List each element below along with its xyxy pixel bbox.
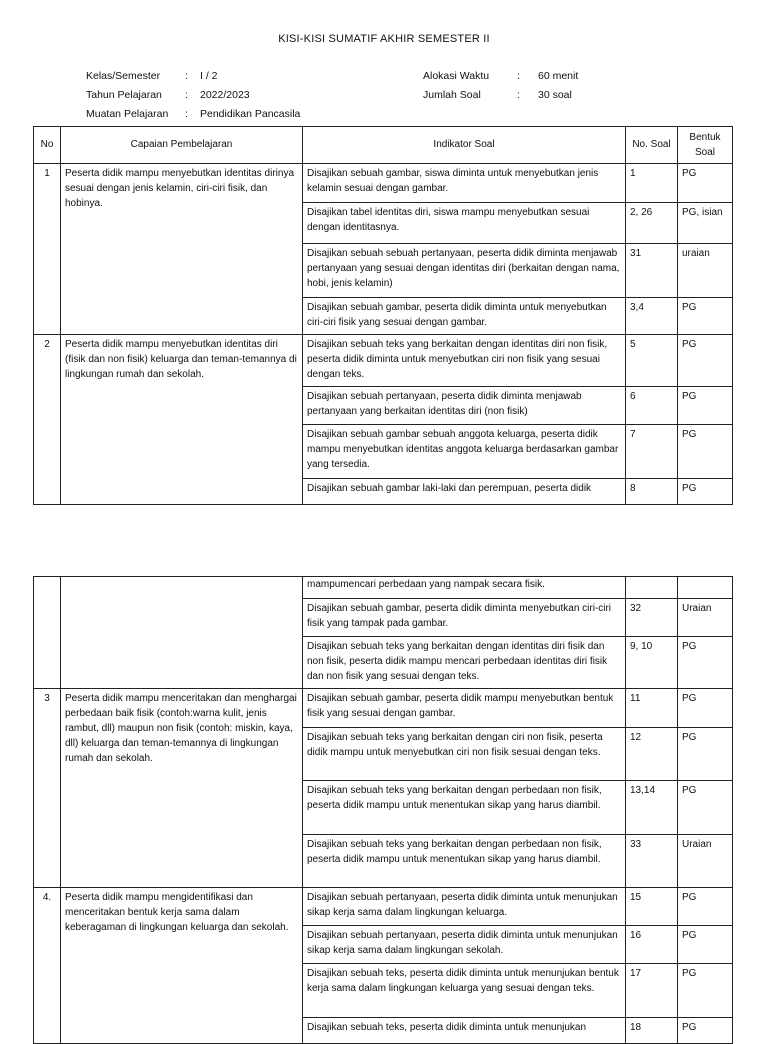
cell-no-soal: 33	[626, 835, 678, 888]
table-row	[34, 888, 733, 926]
cell-bentuk-soal: PG	[678, 425, 733, 479]
cell-indikator: Disajikan sebuah sebuah pertanyaan, peserta didik diminta menjawab pertanyaan yang sesuai dengan identitas diri (berkaitan dengan nama, hobi, jenis kelamin)	[303, 244, 626, 298]
cell-no-soal: 32	[626, 599, 678, 637]
cell-bentuk-soal	[678, 577, 733, 599]
meta-label-alokasi: Alokasi Waktu	[423, 70, 490, 82]
cell-no-soal: 6	[626, 387, 678, 425]
cell-bentuk-soal: PG	[678, 637, 733, 689]
meta-label-muatan: Muatan Pelajaran	[86, 108, 169, 120]
meta-sep-muatan: :	[185, 108, 188, 120]
cell-no: 3	[34, 689, 61, 888]
header-no: No	[34, 127, 61, 164]
header-capaian: Capaian Pembelajaran	[61, 127, 303, 164]
cell-bentuk-soal: PG	[678, 781, 733, 835]
cell-no-soal: 1	[626, 164, 678, 203]
cell-no	[34, 577, 61, 689]
meta-label-tahun: Tahun Pelajaran	[86, 89, 162, 101]
cell-capaian: Peserta didik mampu menyebutkan identitas diri (fisik dan non fisik) keluarga dan teman-temannya di lingkungan rumah dan sekolah.	[61, 335, 303, 505]
cell-bentuk-soal: PG	[678, 479, 733, 505]
cell-indikator: Disajikan sebuah gambar sebuah anggota keluarga, peserta didik mampu menyebutkan identitas anggota keluarga berdasarkan gambar yang tersedia.	[303, 425, 626, 479]
cell-bentuk-soal: PG	[678, 689, 733, 728]
cell-indikator: Disajikan sebuah gambar, peserta didik diminta untuk menyebutkan ciri-ciri fisik yang sesuai dengan gambar.	[303, 298, 626, 335]
cell-no-soal: 3,4	[626, 298, 678, 335]
cell-bentuk-soal: PG	[678, 164, 733, 203]
cell-indikator: Disajikan tabel identitas diri, siswa mampu menyebutkan sesuai dengan identitasnya.	[303, 203, 626, 244]
cell-bentuk-soal: PG	[678, 335, 733, 387]
meta-value-jumlah: 30 soal	[538, 89, 572, 101]
document-page-2	[0, 556, 768, 1033]
cell-indikator: Disajikan sebuah gambar laki-laki dan perempuan, peserta didik	[303, 479, 626, 505]
meta-value-muatan: Pendidikan Pancasila	[200, 108, 301, 120]
cell-bentuk-soal: PG	[678, 964, 733, 1018]
cell-bentuk-soal: Uraian	[678, 599, 733, 637]
cell-no-soal: 31	[626, 244, 678, 298]
cell-indikator: Disajikan sebuah pertanyaan, peserta didik diminta untuk menunjukan sikap kerja sama dalam lingkungan keluarga.	[303, 888, 626, 926]
page-separator	[0, 545, 768, 556]
cell-no-soal: 11	[626, 689, 678, 728]
cell-no-soal: 12	[626, 728, 678, 781]
cell-indikator: mampumencari perbedaan yang nampak secara fisik.	[303, 577, 626, 599]
cell-no-soal: 8	[626, 479, 678, 505]
meta-sep-alokasi: :	[517, 70, 520, 82]
header-no-soal: No. Soal	[626, 127, 678, 164]
cell-bentuk-soal: uraian	[678, 244, 733, 298]
cell-bentuk-soal: PG	[678, 298, 733, 335]
meta-label-jumlah: Jumlah Soal	[423, 89, 481, 101]
kisi-kisi-table-page-2	[33, 576, 733, 1044]
cell-bentuk-soal: PG	[678, 728, 733, 781]
cell-no-soal	[626, 577, 678, 599]
cell-no-soal: 7	[626, 425, 678, 479]
cell-bentuk-soal: PG	[678, 387, 733, 425]
header-indikator: Indikator Soal	[303, 127, 626, 164]
cell-no-soal: 2, 26	[626, 203, 678, 244]
cell-capaian: Peserta didik mampu menceritakan dan menghargai perbedaan baik fisik (contoh:warna kulit, jenis rambut, dll) maupun non fisik (contoh: miskin, kaya, dll) keluarga dan teman-temannya di lingkungan rumah dan sekolah.	[61, 689, 303, 888]
kisi-kisi-table-page-1	[33, 126, 733, 505]
table-row	[34, 689, 733, 728]
cell-capaian: Peserta didik mampu menyebutkan identitas dirinya sesuai dengan jenis kelamin, ciri-ciri fisik, dan hobinya.	[61, 164, 303, 335]
meta-value-tahun: 2022/2023	[200, 89, 250, 101]
meta-sep-jumlah: :	[517, 89, 520, 101]
cell-no-soal: 15	[626, 888, 678, 926]
cell-bentuk-soal: PG	[678, 888, 733, 926]
cell-indikator: Disajikan sebuah gambar, siswa diminta untuk menyebutkan jenis kelamin sesuai dengan gambar.	[303, 164, 626, 203]
cell-bentuk-soal: Uraian	[678, 835, 733, 888]
cell-indikator: Disajikan sebuah gambar, peserta didik mampu menyebutkan bentuk fisik yang sesuai dengan gambar.	[303, 689, 626, 728]
cell-no: 2	[34, 335, 61, 505]
cell-bentuk-soal: PG	[678, 1018, 733, 1044]
cell-indikator: Disajikan sebuah teks yang berkaitan dengan perbedaan non fisik, peserta didik mampu untuk menentukan sikap yang harus diambil.	[303, 781, 626, 835]
meta-sep-tahun: :	[185, 89, 188, 101]
cell-no: 1	[34, 164, 61, 335]
table-row	[34, 335, 733, 387]
cell-indikator: Disajikan sebuah teks yang berkaitan dengan ciri non fisik, peserta didik mampu untuk menyebutkan ciri non fisik sesuai dengan teks.	[303, 728, 626, 781]
cell-indikator: Disajikan sebuah teks, peserta didik diminta untuk menunjukan	[303, 1018, 626, 1044]
cell-no-soal: 13,14	[626, 781, 678, 835]
table-row	[34, 164, 733, 203]
cell-no-soal: 5	[626, 335, 678, 387]
cell-bentuk-soal: PG, isian	[678, 203, 733, 244]
cell-indikator: Disajikan sebuah teks yang berkaitan dengan identitas diri fisik dan non fisik, peserta didik mampu mencari perbedaan identitas diri fisik dan non fisik yang sesuai dengan teks.	[303, 637, 626, 689]
cell-bentuk-soal: PG	[678, 926, 733, 964]
cell-indikator: Disajikan sebuah pertanyaan, peserta didik diminta menjawab pertanyaan yang berkaitan identitas diri (non fisik)	[303, 387, 626, 425]
meta-label-kelas: Kelas/Semester	[86, 70, 161, 82]
meta-value-alokasi: 60 menit	[538, 70, 579, 82]
cell-indikator: Disajikan sebuah teks, peserta didik diminta untuk menunjukan bentuk kerja sama dalam lingkungan keluarga yang sesuai dengan teks.	[303, 964, 626, 1018]
cell-indikator: Disajikan sebuah teks yang berkaitan dengan perbedaan non fisik, peserta didik mampu untuk menentukan sikap yang harus diambil.	[303, 835, 626, 888]
meta-sep-kelas: :	[185, 70, 188, 82]
document-title: KISI-KISI SUMATIF AKHIR SEMESTER II	[278, 33, 490, 45]
meta-value-kelas: I / 2	[200, 70, 218, 82]
cell-no-soal: 16	[626, 926, 678, 964]
cell-no-soal: 17	[626, 964, 678, 1018]
table-header-row	[34, 127, 733, 164]
cell-capaian: Peserta didik mampu mengidentifikasi dan menceritakan bentuk kerja sama dalam keberagaman di lingkungan keluarga dan sekolah.	[61, 888, 303, 1044]
cell-capaian	[61, 577, 303, 689]
cell-no-soal: 9, 10	[626, 637, 678, 689]
cell-indikator: Disajikan sebuah teks yang berkaitan dengan identitas diri non fisik, peserta didik diminta untuk menyebutkan ciri non fisik yang sesuai dengan teks.	[303, 335, 626, 387]
cell-indikator: Disajikan sebuah gambar, peserta didik diminta menyebutkan ciri-ciri fisik yang tampak pada gambar.	[303, 599, 626, 637]
header-bentuk-soal: Bentuk Soal	[678, 127, 733, 164]
table-row	[34, 577, 733, 599]
cell-no: 4.	[34, 888, 61, 1044]
cell-indikator: Disajikan sebuah pertanyaan, peserta didik diminta untuk menunjukan sikap kerja sama dalam lingkungan sekolah.	[303, 926, 626, 964]
cell-no-soal: 18	[626, 1018, 678, 1044]
